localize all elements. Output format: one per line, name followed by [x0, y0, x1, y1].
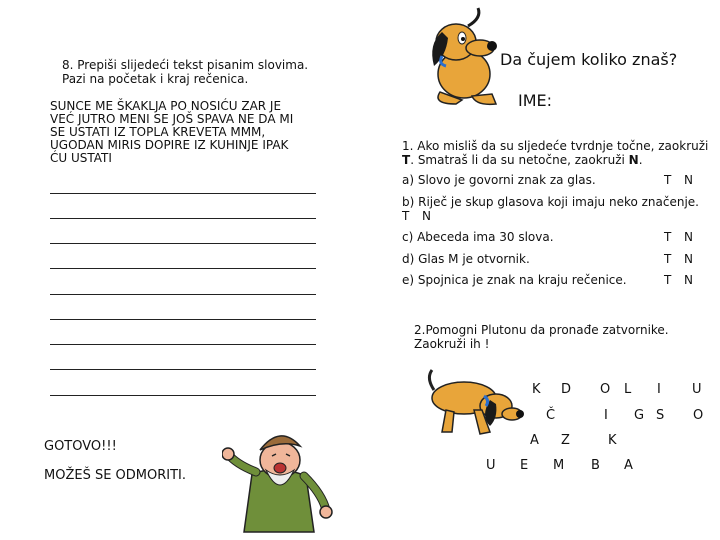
writing-line[interactable]: [50, 344, 316, 345]
answer-false-e[interactable]: N: [684, 273, 693, 287]
letter-cell[interactable]: I: [604, 408, 608, 423]
statement-a: a) Slovo je govorni znak za glas.: [402, 173, 596, 187]
answer-false-b[interactable]: N: [422, 209, 431, 223]
task2-instruction: 2.Pomogni Plutonu da pronađe zatvornike. Zaokruži ih !: [414, 323, 669, 351]
letter-cell[interactable]: E: [520, 458, 529, 473]
answer-true-d[interactable]: T: [664, 252, 672, 266]
task1-instruction-part2: . Smatraš li da su netočne, zaokruži: [410, 153, 629, 167]
answer-false-c[interactable]: N: [684, 230, 693, 244]
letter-cell[interactable]: G: [634, 408, 645, 423]
letter-cell[interactable]: D: [561, 382, 572, 397]
task1-instruction-end: .: [638, 153, 643, 167]
statement-c: c) Abeceda ima 30 slova.: [402, 230, 554, 244]
task1-instruction: [402, 139, 716, 167]
letter-cell[interactable]: A: [530, 433, 539, 448]
true-mark-bold: T: [402, 153, 411, 167]
letter-cell[interactable]: M: [553, 458, 565, 473]
rest-message: MOŽEŠ SE ODMORITI.: [44, 468, 187, 483]
letter-cell[interactable]: Z: [561, 433, 570, 448]
page-title: Da čujem koliko znaš?: [500, 50, 678, 69]
letter-cell[interactable]: Č: [546, 408, 556, 423]
task8-copy-text: SUNCE ME ŠKAKLJA PO NOSIĆU ZAR JE VEĆ JUTRO MENI SE JOŠ SPAVA NE DA MI SE USTATI IZ TOPLA KREVETA MMM, UGODAN MIRIS DOPIRE IZ KUHINJE IPAK ĆU USTATI: [50, 99, 294, 165]
letter-cell[interactable]: B: [591, 458, 600, 473]
answer-false-d[interactable]: N: [684, 252, 693, 266]
pluto-sniffing-illustration: [424, 360, 528, 444]
letter-cell[interactable]: O: [600, 382, 611, 397]
writing-line[interactable]: [50, 193, 316, 194]
writing-line[interactable]: [50, 268, 316, 269]
writing-line[interactable]: [50, 395, 316, 396]
statement-e: e) Spojnica je znak na kraju rečenice.: [402, 273, 627, 287]
letter-cell[interactable]: S: [656, 408, 665, 423]
answer-true-b[interactable]: T: [402, 209, 410, 223]
letter-cell[interactable]: L: [624, 382, 632, 397]
letter-cell[interactable]: U: [486, 458, 496, 473]
task1-instruction-part1: 1. Ako misliš da su sljedeće tvrdnje točne, zaokruži: [402, 139, 709, 153]
answer-false-a[interactable]: N: [684, 173, 693, 187]
answer-true-c[interactable]: T: [664, 230, 672, 244]
statement-b: b) Riječ je skup glasova koji imaju neko značenje.: [402, 195, 699, 209]
answer-true-e[interactable]: T: [664, 273, 672, 287]
statement-d: d) Glas M je otvornik.: [402, 252, 530, 266]
letter-cell[interactable]: U: [692, 382, 702, 397]
done-message: GOTOVO!!!: [44, 439, 117, 454]
false-mark-bold: N: [628, 153, 639, 167]
answer-true-a[interactable]: T: [664, 173, 672, 187]
letter-cell[interactable]: K: [608, 433, 617, 448]
task8-instruction: 8. Prepiši slijedeći tekst pisanim slovima. Pazi na početak i kraj rečenica.: [62, 58, 309, 86]
pluto-sitting-illustration: [412, 4, 504, 108]
writing-line[interactable]: [50, 243, 316, 244]
writing-line[interactable]: [50, 369, 316, 370]
letter-cell[interactable]: O: [693, 408, 704, 423]
writing-line[interactable]: [50, 218, 316, 219]
letter-cell[interactable]: I: [657, 382, 661, 397]
letter-cell[interactable]: A: [624, 458, 633, 473]
name-label: IME:: [518, 91, 553, 110]
dwarf-stretching-illustration: [222, 424, 336, 534]
writing-line[interactable]: [50, 319, 316, 320]
writing-line[interactable]: [50, 294, 316, 295]
letter-cell[interactable]: K: [532, 382, 541, 397]
